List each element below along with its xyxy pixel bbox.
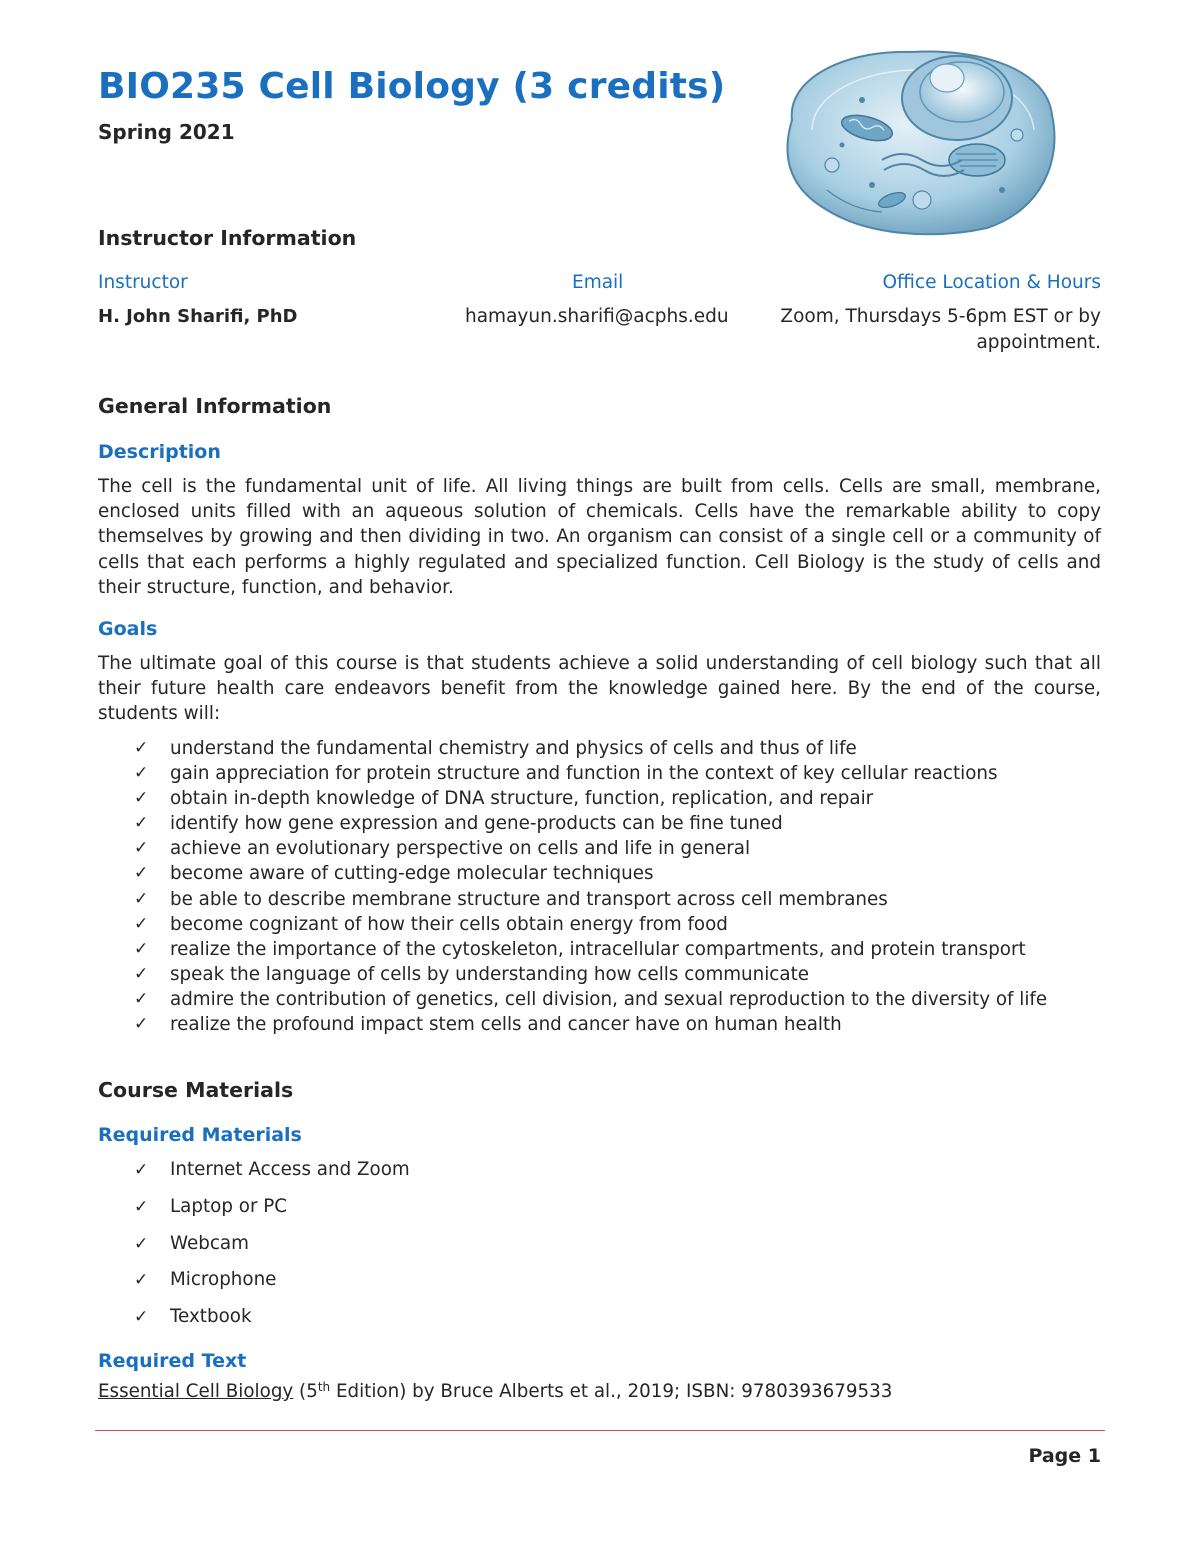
check-mark-icon: ✓ (134, 938, 149, 959)
check-mark-icon: ✓ (134, 738, 149, 758)
check-mark-icon: ✓ (134, 1196, 149, 1217)
check-mark-icon: ✓ (134, 963, 149, 984)
term-label: Spring 2021 (98, 120, 235, 144)
goal-item-text: identify how gene expression and gene-products can be fine tuned (170, 813, 783, 835)
instructor-column-label: Instructor (98, 272, 188, 293)
material-item-text: Laptop or PC (170, 1195, 288, 1217)
general-section-heading: General Information (98, 394, 332, 418)
office-hours-value (780, 304, 1101, 356)
instructor-name: H. John Sharifi, PhD (98, 306, 298, 327)
footer-rule (95, 1430, 1105, 1431)
edition-open: (5 (293, 1381, 318, 1402)
goal-item (98, 836, 1047, 861)
materials-section-heading: Course Materials (98, 1078, 294, 1102)
material-item-text: Internet Access and Zoom (170, 1159, 410, 1180)
goal-item-text: become aware of cutting-edge molecular techniques (170, 863, 654, 885)
check-mark-icon: ✓ (134, 913, 149, 934)
goal-item (98, 987, 1047, 1012)
goal-item-text: speak the language of cells by understanding how cells communicate (170, 963, 809, 985)
goal-item-text: obtain in-depth knowledge of DNA structure, function, replication, and repair (170, 788, 874, 810)
material-item (98, 1304, 410, 1341)
material-item-text: Textbook (170, 1306, 252, 1328)
office-hours-line-2: appointment. (976, 332, 1101, 353)
goal-item-text: realize the importance of the cytoskeleton, intracellular compartments, and protein transport (170, 938, 1026, 960)
material-item (98, 1157, 410, 1194)
goal-item (98, 736, 1047, 761)
check-mark-icon: ✓ (134, 1160, 149, 1180)
goal-item (98, 887, 1047, 912)
check-mark-icon: ✓ (134, 1307, 149, 1328)
check-mark-icon: ✓ (134, 988, 149, 1009)
description-text: The cell is the fundamental unit of life. All living things are built from cells. Cells are small, membrane, enclosed units filled with an aqueous solution of chemicals. Cells have the remarkable ability to copy themselves by growing and then dividing in two. An organism can consist of a single cell or a community of cells that each performs a highly regulated and specialized function. Cell Biology is the study of cells and their structure, function, and behavior. (98, 476, 1101, 598)
goal-item (98, 786, 1047, 811)
goal-item (98, 761, 1047, 786)
cell-illustration-icon (772, 40, 1062, 240)
page-number: Page 1 (1028, 1445, 1101, 1467)
goal-item-text: realize the profound impact stem cells and cancer have on human health (170, 1014, 842, 1036)
required-materials-list (98, 1157, 410, 1341)
description-heading: Description (98, 441, 221, 463)
goal-item (98, 937, 1047, 962)
goal-item-text: be able to describe membrane structure and transport across cell membranes (170, 888, 888, 910)
instructor-section-heading: Instructor Information (98, 226, 357, 250)
office-hours-column-label: Office Location & Hours (882, 272, 1101, 293)
goal-item-text: become cognizant of how their cells obtain energy from food (170, 913, 728, 935)
check-mark-icon: ✓ (134, 838, 149, 859)
check-mark-icon: ✓ (134, 863, 149, 884)
goal-item-text: gain appreciation for protein structure and function in the context of key cellular reactions (170, 763, 998, 785)
material-item (98, 1194, 410, 1231)
office-hours-line-1: Zoom, Thursdays 5-6pm EST or by (780, 306, 1101, 327)
goals-heading: Goals (98, 618, 158, 640)
textbook-title: Essential Cell Biology (98, 1381, 294, 1402)
goal-item-text: achieve an evolutionary perspective on cells and life in general (170, 838, 751, 860)
edition-superscript: th (317, 1380, 331, 1394)
goal-item (98, 1012, 1047, 1037)
check-mark-icon: ✓ (134, 788, 149, 809)
goal-item (98, 912, 1047, 937)
email-column-label: Email (572, 272, 624, 293)
goal-item (98, 811, 1047, 836)
check-mark-icon: ✓ (134, 763, 149, 784)
required-text-heading: Required Text (98, 1350, 247, 1372)
goal-item-text: admire the contribution of genetics, cell division, and sexual reproduction to the diversity of life (170, 988, 1048, 1010)
page-title: BIO235 Cell Biology (3 credits) (98, 66, 726, 107)
goals-list (98, 736, 1047, 1037)
material-item-text: Webcam (170, 1232, 249, 1254)
material-item (98, 1231, 410, 1268)
edition-details: Edition) by Bruce Alberts et al., 2019; ISBN: 9780393679533 (330, 1381, 893, 1402)
instructor-email: hamayun.sharifi@acphs.edu (465, 306, 729, 327)
check-mark-icon: ✓ (134, 1233, 149, 1254)
goal-item (98, 962, 1047, 987)
material-item (98, 1267, 410, 1304)
check-mark-icon: ✓ (134, 1014, 149, 1035)
goal-item (98, 861, 1047, 886)
textbook-reference (98, 1381, 892, 1402)
goals-intro-text: The ultimate goal of this course is that students achieve a solid understanding of cell biology such that all their future health care endeavors benefit from the knowledge gained here. By the end of the course, students will: (98, 653, 1101, 725)
check-mark-icon: ✓ (134, 888, 149, 909)
check-mark-icon: ✓ (134, 1270, 149, 1291)
check-mark-icon: ✓ (134, 813, 149, 834)
material-item-text: Microphone (170, 1269, 277, 1291)
required-materials-heading: Required Materials (98, 1124, 302, 1146)
goal-item-text: understand the fundamental chemistry and physics of cells and thus of life (170, 738, 857, 759)
